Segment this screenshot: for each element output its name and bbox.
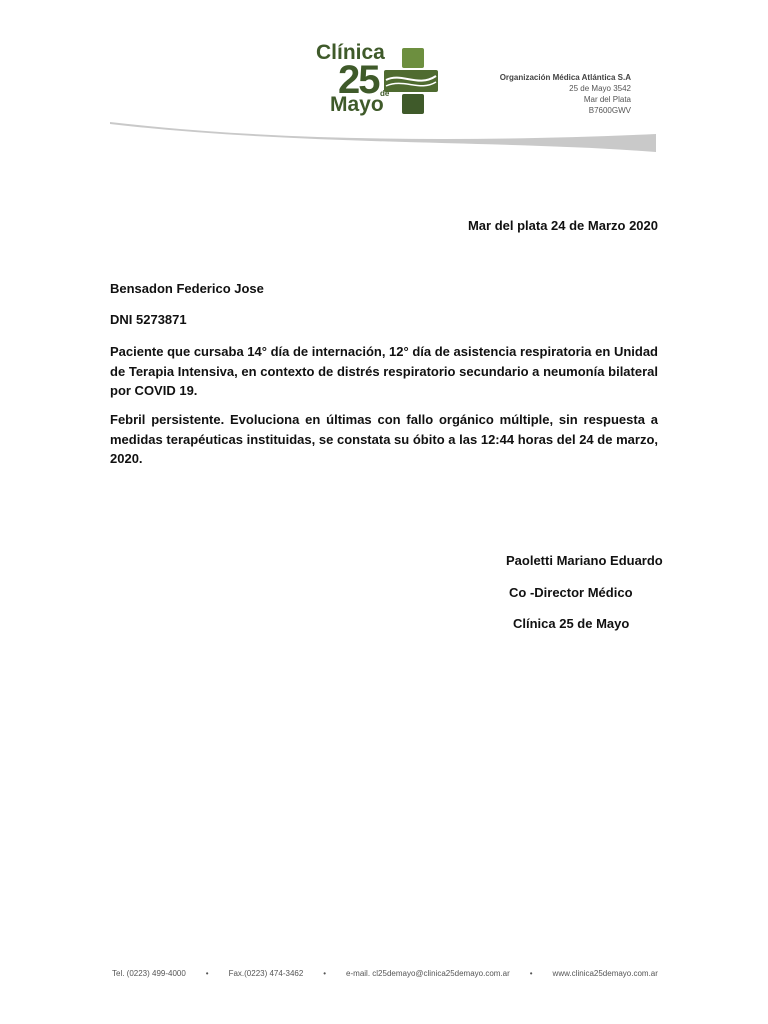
clinic-logo xyxy=(316,40,446,120)
footer-website[interactable]: www.clinica25demayo.com.ar xyxy=(552,969,658,978)
footer-separator: • xyxy=(323,969,327,978)
paragraph-outcome: Febril persistente. Evoluciona en últimas con fallo orgánico múltiple, sin respuesta a medidas terapéuticas instituidas, se constata su óbito a las 12:44 horas del 24 de marzo, 2020. xyxy=(110,412,658,466)
header-swoosh-divider xyxy=(100,112,660,162)
organization-info xyxy=(500,72,631,116)
logo-text-mayo: Mayo xyxy=(330,93,384,116)
signer-role: Co -Director Médico xyxy=(509,585,633,600)
footer-email[interactable]: e-mail. cl25demayo@clinica25demayo.com.ar xyxy=(346,969,510,978)
footer-contact xyxy=(112,969,658,978)
logo-text-clinica: Clínica xyxy=(316,41,385,64)
logo-text-de: de xyxy=(380,89,390,98)
footer-fax: Fax.(0223) 474-3462 xyxy=(228,969,304,978)
paragraph-clinical-course: Paciente que cursaba 14° día de internación, 12° día de asistencia respiratoria en Unidad de Terapia Intensiva, en contexto de distrés respiratorio secundario a neumonía bilateral por COVID 19. xyxy=(110,344,658,398)
signer-clinic: Clínica 25 de Mayo xyxy=(513,616,630,631)
organization-city: Mar del Plata xyxy=(583,95,631,104)
footer-separator: • xyxy=(529,969,533,978)
footer-tel: Tel. (0223) 499-4000 xyxy=(112,969,186,978)
organization-address: 25 de Mayo 3542 xyxy=(569,84,631,93)
patient-dni: DNI 5273871 xyxy=(110,312,187,327)
organization-postal: B7600GWV xyxy=(588,106,631,115)
footer-separator: • xyxy=(205,969,209,978)
patient-name: Bensadon Federico Jose xyxy=(110,281,264,296)
letter-date: Mar del plata 24 de Marzo 2020 xyxy=(467,218,658,233)
signer-name: Paoletti Mariano Eduardo xyxy=(506,553,663,568)
organization-name: Organización Médica Atlántica S.A xyxy=(499,73,631,82)
logo-text-25: 25 xyxy=(338,58,379,102)
clinic-cross-icon xyxy=(382,46,440,116)
